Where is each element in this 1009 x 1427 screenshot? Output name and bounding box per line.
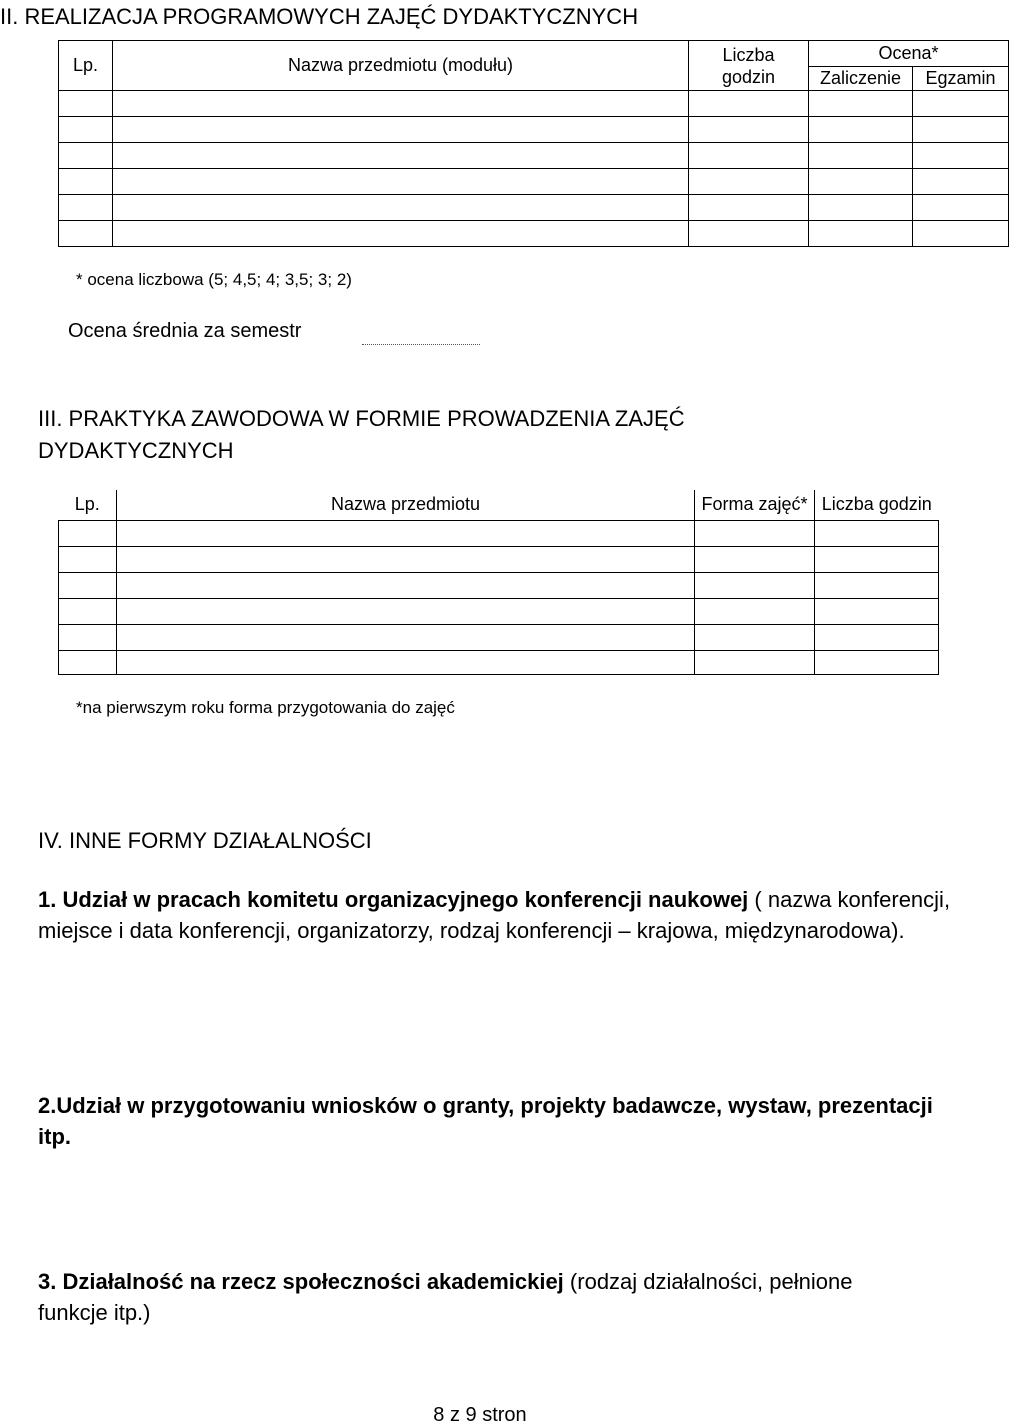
table-row	[59, 650, 939, 674]
average-label: Ocena średnia za semestr	[68, 320, 302, 342]
table-row	[59, 546, 939, 572]
section-3-title-line2: DYDAKTYCZNYCH	[38, 438, 234, 463]
average-field[interactable]	[362, 344, 480, 345]
table-row	[59, 624, 939, 650]
header-pass: Zaliczenie	[809, 67, 913, 91]
header-exam: Egzamin	[913, 67, 1009, 91]
table-row	[59, 195, 1009, 221]
page-number: 8 z 9 stron	[433, 1404, 527, 1426]
header-hours-line1: Liczba	[722, 44, 775, 65]
practice-table	[58, 490, 939, 675]
table-row	[59, 572, 939, 598]
header-hours	[689, 41, 809, 91]
item-1-description: ( nazwa konferencji, miejsce i data konferencji, organizatorzy, rodzaj konferencji – krajowa, międzynarodowa).	[38, 887, 951, 943]
item-3-heading: 3. Działalność na rzecz społeczności akademickiej	[38, 1269, 564, 1294]
item-3-description: (rodzaj działalności, pełnione funkcje itp.)	[38, 1269, 853, 1325]
header-hours-line2: godzin	[721, 66, 776, 87]
table-row	[59, 169, 1009, 195]
grade-footnote: * ocena liczbowa (5; 4,5; 4; 3,5; 3; 2)	[76, 270, 352, 289]
section-2-title: II. REALIZACJA PROGRAMOWYCH ZAJĘĆ DYDAKTYCZNYCH	[0, 4, 639, 29]
courses-table	[58, 40, 1009, 247]
item-1	[38, 884, 958, 946]
section-3-title-line1: III. PRAKTYKA ZAWODOWA W FORMIE PROWADZENIA ZAJĘĆ	[38, 406, 685, 431]
header-form: Forma zajęć*	[695, 490, 815, 520]
table-row	[59, 117, 1009, 143]
header-lp: Lp.	[59, 490, 117, 520]
header-hours: Liczba godzin	[815, 490, 939, 520]
form-footnote: *na pierwszym roku forma przygotowania do zajęć	[76, 698, 455, 717]
header-course-name: Nazwa przedmiotu	[117, 490, 695, 520]
item-2-heading: 2.Udział w przygotowaniu wniosków o granty, projekty badawcze, wystaw, prezentacji itp.	[38, 1093, 933, 1149]
header-lp: Lp.	[59, 41, 113, 91]
table-row	[59, 221, 1009, 247]
header-course-name: Nazwa przedmiotu (modułu)	[113, 41, 689, 91]
table-row	[59, 598, 939, 624]
item-3	[38, 1266, 918, 1328]
table-row	[59, 143, 1009, 169]
table-row	[59, 520, 939, 546]
item-1-heading: 1. Udział w pracach komitetu organizacyjnego konferencji naukowej	[38, 887, 749, 912]
section-4-title: IV. INNE FORMY DZIAŁALNOŚCI	[38, 828, 372, 853]
header-grade: Ocena*	[809, 41, 1009, 67]
